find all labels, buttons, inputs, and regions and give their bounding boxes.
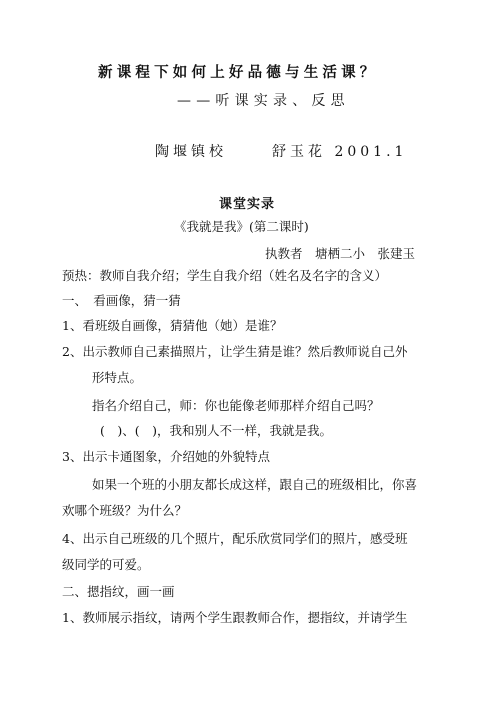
- body-line: 级同学的可爱。: [62, 557, 150, 572]
- school-name: 陶堰镇校: [155, 144, 227, 160]
- body-line: 形特点。: [92, 370, 143, 385]
- body-line: 1、看班级自画像，猜猜他（她）是谁？: [62, 318, 283, 333]
- body-line: 4、出示自己班级的几个照片，配乐欣赏同学们的照片，感受班: [62, 531, 408, 546]
- body-line: 二、摁指纹，画一画: [62, 584, 175, 599]
- body-line: ( )、( )，我和别人不一样，我就是我。: [100, 423, 333, 438]
- body-line: 如果一个班的小朋友都长成这样，跟自己的班级相比，你喜: [92, 477, 418, 492]
- document-title: 新课程下如何上好品德与生活课？: [98, 64, 379, 81]
- body-line: 一、 看画像，猜一猜: [62, 293, 181, 308]
- section-title: 课堂实录: [219, 197, 276, 212]
- body-line: 指名介绍自己，师：你也能像老师那样介绍自己吗？: [92, 398, 380, 413]
- body-line: 2、出示教师自己素描照片，让学生猜是谁？然后教师说自己外: [62, 344, 408, 359]
- body-line: 欢哪个班级？为什么？: [62, 503, 188, 518]
- body-line: 3、出示卡通图象，介绍她的外貌特点: [62, 449, 270, 464]
- lesson-title: 《我就是我》(第二课时): [174, 219, 309, 234]
- author-and-date: 舒玉花 2001.1: [272, 144, 408, 160]
- body-line: 预热：教师自我介绍；学生自我介绍（姓名及名字的含义）: [62, 268, 388, 283]
- teacher-info: 执教者 塘栖二小 张建玉: [265, 246, 416, 261]
- body-line: 1、教师展示指纹，请两个学生跟教师合作，摁指纹，并请学生: [62, 610, 408, 625]
- document-subtitle: ——听课实录、反思: [177, 93, 350, 109]
